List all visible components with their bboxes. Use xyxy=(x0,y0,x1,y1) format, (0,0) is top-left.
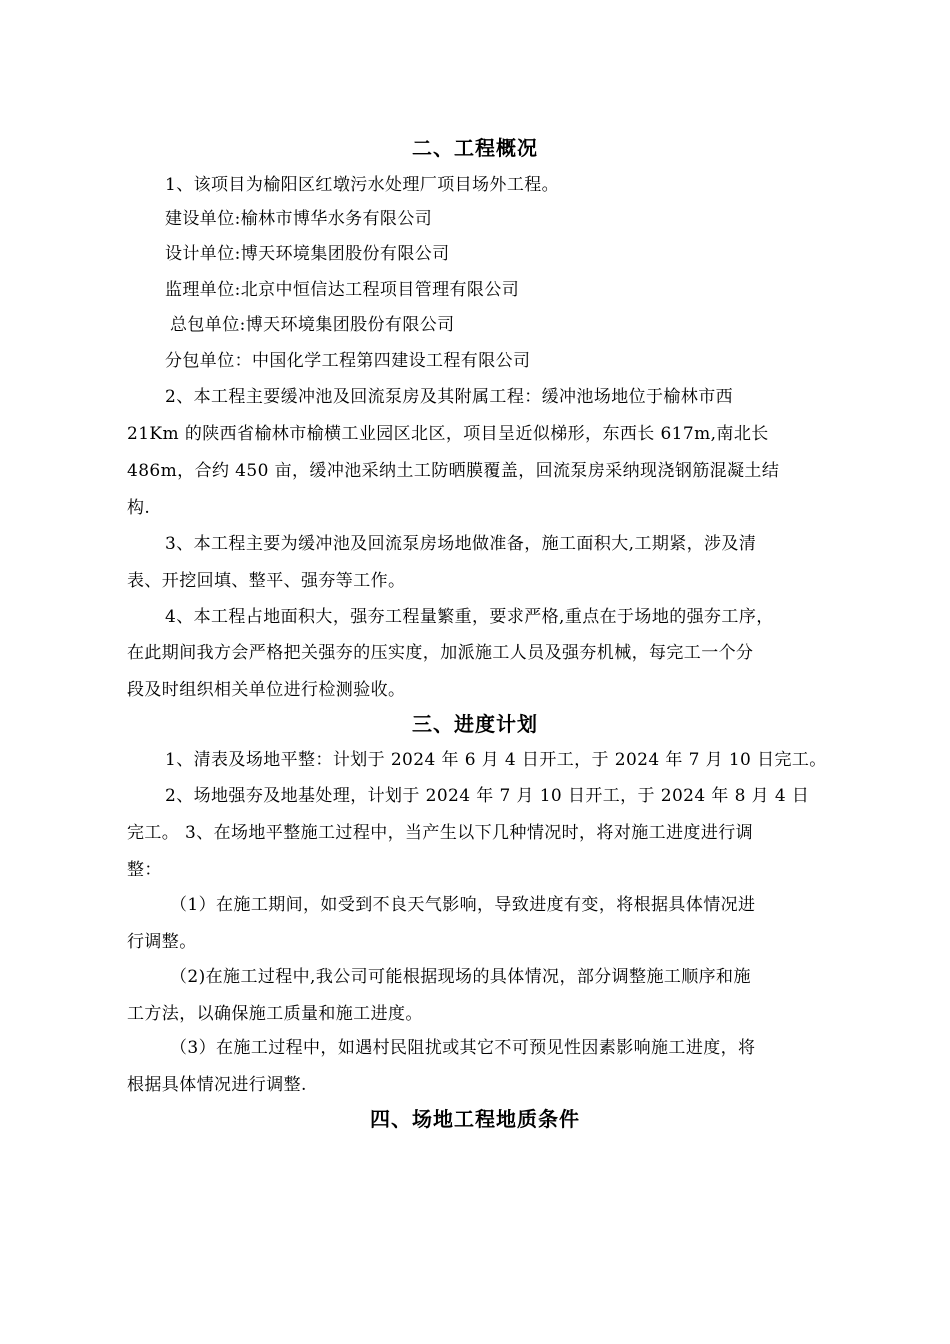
schedule-item-1: 1、清表及场地平整：计划于 2024 年 6 月 4 日开工，于 2024 年 7 月 10 日完工。 xyxy=(165,750,827,770)
project-description: 1、该项目为榆阳区红墩污水处理厂项目场外工程。 xyxy=(165,175,560,195)
scope-paragraph-line: 2、本工程主要缓冲池及回流泵房及其附属工程：缓冲池场地位于榆林市西 xyxy=(165,387,734,407)
adjustment-item-2-line: 工方法，以确保施工质量和施工进度。 xyxy=(127,1004,423,1024)
section-2-heading: 二、工程概况 xyxy=(412,136,538,160)
section-3-heading: 三、进度计划 xyxy=(412,712,538,736)
general-contractor: 总包单位:博天环境集团股份有限公司 xyxy=(170,315,455,335)
compaction-paragraph-line: 段及时组织相关单位进行检测验收。 xyxy=(127,680,406,700)
compaction-paragraph-line: 4、本工程占地面积大，强夯工程量繁重，要求严格,重点在于场地的强夯工序， xyxy=(165,607,774,627)
adjustment-item-3-line: （3）在施工过程中，如遇村民阻扰或其它不可预见性因素影响施工进度，将 xyxy=(170,1038,756,1058)
adjustment-item-1-line: 行调整。 xyxy=(127,932,197,952)
schedule-item-2-line: 完工。 3、在场地平整施工过程中，当产生以下几种情况时，将对施工进度进行调 xyxy=(127,823,754,843)
adjustment-item-3-line: 根据具体情况进行调整. xyxy=(127,1075,307,1095)
scope-paragraph-line: 构. xyxy=(127,498,151,518)
construction-unit: 建设单位:榆林市博华水务有限公司 xyxy=(165,209,433,229)
compaction-paragraph-line: 在此期间我方会严格把关强夯的压实度，加派施工人员及强夯机械，每完工一个分 xyxy=(127,643,754,663)
subcontractor: 分包单位：中国化学工程第四建设工程有限公司 xyxy=(165,351,531,371)
adjustment-item-2-line: （2)在施工过程中,我公司可能根据现场的具体情况，部分调整施工顺序和施 xyxy=(170,967,751,987)
preparation-paragraph-line: 表、开挖回填、整平、强夯等工作。 xyxy=(127,571,406,591)
preparation-paragraph-line: 3、本工程主要为缓冲池及回流泵房场地做准备，施工面积大,工期紧，涉及清 xyxy=(165,534,757,554)
schedule-item-2-line: 整： xyxy=(127,860,162,880)
scope-paragraph-line: 21Km 的陕西省榆林市榆横工业园区北区，项目呈近似梯形，东西长 617m,南北长 xyxy=(127,424,769,444)
supervision-unit: 监理单位:北京中恒信达工程项目管理有限公司 xyxy=(165,280,520,300)
scope-paragraph-line: 486m，合约 450 亩，缓冲池采纳土工防晒膜覆盖，回流泵房采纳现浇钢筋混凝土结 xyxy=(127,461,780,481)
schedule-item-2-line: 2、场地强夯及地基处理，计划于 2024 年 7 月 10 日开工，于 2024 年 8 月 4 日 xyxy=(165,786,810,806)
adjustment-item-1-line: （1）在施工期间，如受到不良天气影响，导致进度有变，将根据具体情况进 xyxy=(170,895,756,915)
section-4-heading: 四、场地工程地质条件 xyxy=(370,1107,580,1131)
design-unit: 设计单位:博天环境集团股份有限公司 xyxy=(165,244,450,264)
